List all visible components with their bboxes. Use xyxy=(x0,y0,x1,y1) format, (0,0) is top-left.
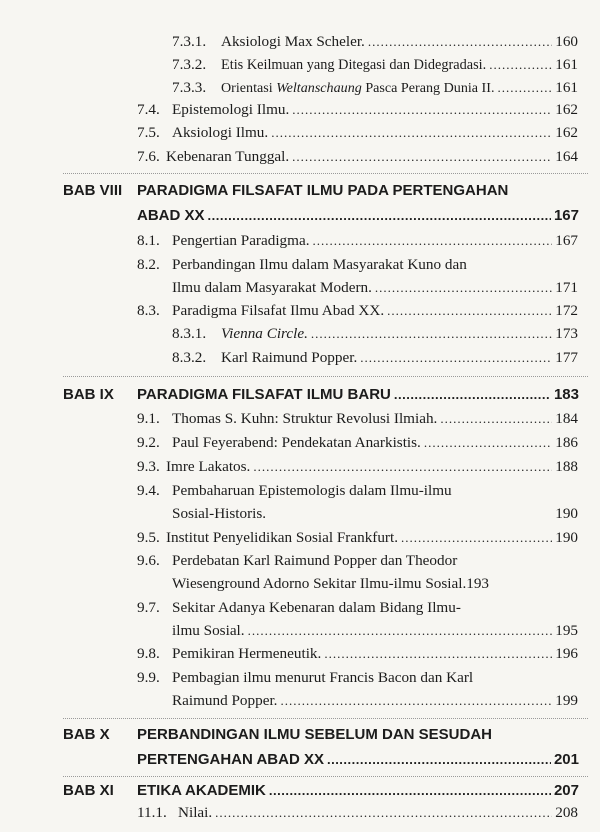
toc-chapter-bab-xi xyxy=(0,779,600,803)
dot-leader xyxy=(280,689,552,713)
toc-entry-7-3-1 xyxy=(0,30,600,54)
section-divider xyxy=(63,173,588,174)
dot-leader xyxy=(360,346,552,370)
entry-page: 161 xyxy=(555,79,578,96)
entry-page: 195 xyxy=(555,622,578,639)
dot-leader xyxy=(253,455,552,479)
entry-page: 184 xyxy=(555,410,578,427)
entry-page: 188 xyxy=(555,458,578,475)
entry-number: 9.3. xyxy=(137,458,160,475)
dot-leader xyxy=(394,383,551,407)
entry-number: 8.3. xyxy=(137,302,160,319)
entry-number: 9.9. xyxy=(137,669,160,686)
dot-leader xyxy=(368,30,552,54)
dot-leader xyxy=(271,121,552,145)
entry-number: 7.3.2. xyxy=(172,56,207,73)
toc-entry-9-7 xyxy=(0,596,600,620)
entry-title: Epistemologi Ilmu. xyxy=(172,101,290,118)
toc-entry-8-2-cont xyxy=(0,276,600,300)
entry-page: 162 xyxy=(555,124,578,141)
chapter-page: 167 xyxy=(553,207,579,224)
toc-entry-9-3 xyxy=(0,455,600,479)
chapter-page: 183 xyxy=(553,386,579,403)
entry-title-line2: Ilmu dalam Masyarakat Modern. xyxy=(172,279,372,296)
entry-number: 9.5. xyxy=(137,529,160,546)
toc-entry-8-2 xyxy=(0,253,600,277)
chapter-title: ETIKA AKADEMIK xyxy=(137,782,266,799)
chapter-label: BAB X xyxy=(63,726,110,743)
entry-number: 9.7. xyxy=(137,599,160,616)
dot-leader xyxy=(269,779,551,803)
entry-title-line1: Sekitar Adanya Kebenaran dalam Bidang Ilmu- xyxy=(172,599,461,616)
chapter-label: BAB VIII xyxy=(63,182,123,199)
dot-leader xyxy=(313,229,553,253)
entry-title: Vienna Circle. xyxy=(221,325,308,342)
entry-title-line1: Pembagian ilmu menurut Francis Bacon dan Karl xyxy=(172,669,474,686)
entry-title-line1: Perdebatan Karl Raimund Popper dan Theodor xyxy=(172,552,458,569)
entry-number: 7.6. xyxy=(137,148,160,165)
entry-title: Institut Penyelidikan Sosial Frankfurt. xyxy=(166,529,399,546)
entry-page: 199 xyxy=(555,692,578,709)
entry-page: 167 xyxy=(555,232,578,249)
dot-leader xyxy=(215,801,552,825)
entry-page: 160 xyxy=(555,33,578,50)
entry-title-line1: Pembaharuan Epistemologis dalam Ilmu-ilmu xyxy=(172,482,452,499)
dot-leader xyxy=(327,748,551,772)
dot-leader xyxy=(208,204,551,228)
entry-page: 208 xyxy=(555,804,578,821)
entry-number: 7.3.1. xyxy=(172,33,207,50)
entry-number: 9.6. xyxy=(137,552,160,569)
toc-entry-9-1 xyxy=(0,407,600,431)
entry-title-line2: Wiesenground Adorno Sekitar Ilmu-ilmu Sosial.193 xyxy=(172,575,490,592)
entry-page: 172 xyxy=(555,302,578,319)
toc-entry-9-7-cont xyxy=(0,619,600,643)
chapter-title-line2: ABAD XX xyxy=(137,207,205,224)
toc-entry-9-5 xyxy=(0,526,600,550)
chapter-title: PARADIGMA FILSAFAT ILMU BARU xyxy=(137,386,391,403)
entry-title-line2: Sosial-Historis. xyxy=(172,505,267,522)
entry-number: 8.3.2. xyxy=(172,349,207,366)
toc-entry-7-4 xyxy=(0,98,600,122)
dot-leader xyxy=(292,145,552,169)
entry-page: 173 xyxy=(555,325,578,342)
entry-number: 7.5. xyxy=(137,124,160,141)
toc-entry-9-9 xyxy=(0,666,600,690)
dot-leader xyxy=(311,322,552,346)
dot-leader xyxy=(497,76,552,100)
toc-entry-9-4-cont xyxy=(0,502,600,526)
dot-leader xyxy=(424,431,552,455)
entry-number: 7.3.3. xyxy=(172,79,207,96)
dot-leader xyxy=(248,619,553,643)
entry-number: 8.3.1. xyxy=(172,325,207,342)
entry-page: 190 xyxy=(555,505,578,522)
toc-entry-9-4 xyxy=(0,479,600,503)
toc-entry-9-8 xyxy=(0,642,600,666)
entry-title: Kebenaran Tunggal. xyxy=(166,148,290,165)
entry-title: Pengertian Paradigma. xyxy=(172,232,310,249)
toc-chapter-bab-x-cont xyxy=(0,748,600,772)
entry-title-italic: Weltanschaung xyxy=(276,80,362,96)
entry-number: 9.4. xyxy=(137,482,160,499)
toc-chapter-bab-ix xyxy=(0,383,600,407)
entry-title: Paul Feyerabend: Pendekatan Anarkistis. xyxy=(172,434,421,451)
section-divider xyxy=(63,776,588,777)
entry-title: Paradigma Filsafat Ilmu Abad XX. xyxy=(172,302,385,319)
entry-title: Karl Raimund Popper. xyxy=(221,349,358,366)
toc-entry-8-3 xyxy=(0,299,600,323)
entry-number: 11.1. xyxy=(137,804,167,821)
toc-entry-7-5 xyxy=(0,121,600,145)
toc-entry-7-3-2 xyxy=(0,53,600,77)
chapter-title-line1: PARADIGMA FILSAFAT ILMU PADA PERTENGAHAN xyxy=(137,182,509,199)
dot-leader xyxy=(324,642,552,666)
entry-page: 161 xyxy=(555,56,578,73)
toc-entry-9-6 xyxy=(0,549,600,573)
toc-entry-9-2 xyxy=(0,431,600,455)
entry-title: Aksiologi Max Scheler. xyxy=(221,33,365,50)
entry-number: 9.1. xyxy=(137,410,160,427)
entry-title-line1: Perbandingan Ilmu dalam Masyarakat Kuno dan xyxy=(172,256,467,273)
entry-title-line2: Raimund Popper. xyxy=(172,692,278,709)
dot-leader xyxy=(387,299,552,323)
toc-entry-9-9-cont xyxy=(0,689,600,713)
entry-page: 164 xyxy=(555,148,578,165)
chapter-label: BAB IX xyxy=(63,386,114,403)
entry-number: 9.2. xyxy=(137,434,160,451)
toc-chapter-bab-x xyxy=(0,723,600,747)
dot-leader xyxy=(292,98,552,122)
entry-page: 186 xyxy=(555,434,578,451)
entry-page: 171 xyxy=(555,279,578,296)
entry-title: Orientasi Weltanschaung Pasca Perang Dunia II. xyxy=(221,80,495,96)
entry-page: 177 xyxy=(555,349,578,366)
dot-leader xyxy=(489,53,552,77)
toc-entry-11-1 xyxy=(0,801,600,825)
section-divider xyxy=(63,376,588,377)
dot-leader xyxy=(401,526,552,550)
chapter-page: 201 xyxy=(553,751,579,768)
entry-number: 7.4. xyxy=(137,101,160,118)
entry-page: 196 xyxy=(555,645,578,662)
toc-entry-7-6 xyxy=(0,145,600,169)
toc-chapter-bab-viii xyxy=(0,179,600,203)
toc-entry-8-1 xyxy=(0,229,600,253)
section-divider xyxy=(63,718,588,719)
entry-title: Nilai. xyxy=(178,804,213,821)
entry-page: 162 xyxy=(555,101,578,118)
chapter-page: 207 xyxy=(553,782,579,799)
entry-page: 190 xyxy=(555,529,578,546)
entry-title: Thomas S. Kuhn: Struktur Revolusi Ilmiah. xyxy=(172,410,438,427)
dot-leader xyxy=(440,407,552,431)
toc-entry-8-3-1 xyxy=(0,322,600,346)
entry-title: Pemikiran Hermeneutik. xyxy=(172,645,322,662)
toc-entry-9-6-cont xyxy=(0,572,600,596)
chapter-label: BAB XI xyxy=(63,782,114,799)
toc-entry-8-3-2 xyxy=(0,346,600,370)
entry-title: Imre Lakatos. xyxy=(166,458,251,475)
entry-title: Aksiologi Ilmu. xyxy=(172,124,269,141)
entry-number: 9.8. xyxy=(137,645,160,662)
entry-title: Etis Keilmuan yang Ditegasi dan Didegradasi. xyxy=(221,57,487,73)
toc-chapter-bab-viii-cont xyxy=(0,204,600,228)
entry-title-line2: ilmu Sosial. xyxy=(172,622,245,639)
dot-leader xyxy=(375,276,552,300)
entry-number: 8.2. xyxy=(137,256,160,273)
entry-number: 8.1. xyxy=(137,232,160,249)
chapter-title-line1: PERBANDINGAN ILMU SEBELUM DAN SESUDAH xyxy=(137,726,493,743)
toc-entry-7-3-3 xyxy=(0,76,600,100)
chapter-title-line2: PERTENGAHAN ABAD XX xyxy=(137,751,324,768)
